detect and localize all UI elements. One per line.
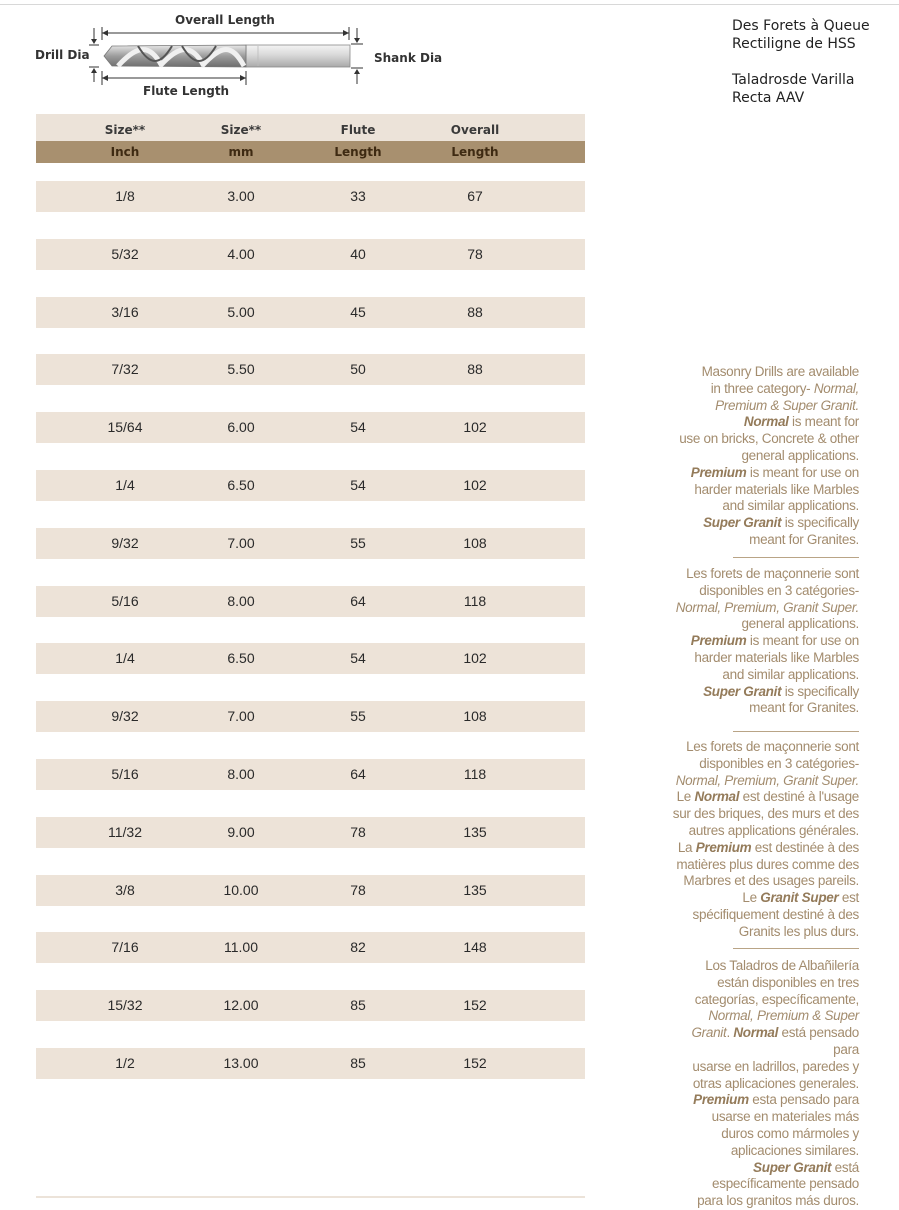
cell-flute-length: 33 bbox=[350, 188, 366, 204]
cell-size-inch: 5/32 bbox=[111, 245, 139, 262]
cell-flute-length: 45 bbox=[350, 303, 366, 320]
cell-overall-length: 88 bbox=[467, 361, 483, 378]
cell-size-inch: 7/16 bbox=[111, 939, 139, 956]
cell-size-inch: 9/32 bbox=[111, 534, 139, 551]
cell-overall-length: 78 bbox=[467, 245, 483, 262]
table-row bbox=[36, 932, 585, 963]
cell-size-inch: 1/4 bbox=[115, 477, 135, 493]
header-overall-top: Overall bbox=[450, 123, 500, 137]
title-french-line1: Des Forets à Queue bbox=[732, 18, 870, 34]
shank-dia-label: Shank Dia bbox=[374, 51, 443, 65]
cell-overall-length: 152 bbox=[463, 1055, 487, 1071]
cell-size-mm: 6.00 bbox=[227, 419, 255, 436]
cell-size-inch: 3/8 bbox=[115, 881, 135, 898]
cell-size-inch: 5/16 bbox=[111, 766, 139, 782]
cell-size-mm: 5.00 bbox=[227, 303, 255, 320]
description-divider-1 bbox=[733, 557, 859, 558]
header-mm: mm bbox=[228, 145, 254, 159]
cell-flute-length: 54 bbox=[350, 419, 366, 436]
cell-overall-length: 118 bbox=[463, 766, 487, 782]
cell-flute-length: 82 bbox=[350, 939, 366, 956]
cell-size-inch: 9/32 bbox=[111, 708, 139, 725]
drill-dia-label: Drill Dia bbox=[35, 48, 90, 62]
bottom-rule bbox=[36, 1196, 585, 1198]
header-flute-length: Length bbox=[334, 145, 382, 159]
title-spanish-line1: Taladrosde Varilla bbox=[732, 72, 855, 88]
cell-size-mm: 6.50 bbox=[227, 477, 255, 493]
cell-overall-length: 108 bbox=[463, 534, 487, 551]
product-titles bbox=[732, 17, 897, 107]
description-spanish: Los Taladros de Albañilería están disponibles en tres categorías, específicamente, Normal, Premium & Super Granit. Normal está pensado para usarse en ladrillos, paredes y otras aplicaciones generales. Premium esta pensado para usarse en materiales más duros como mármoles y aplicaciones similares. Super Granit está específicamente pensado para los granitos más duros. bbox=[691, 958, 859, 1209]
table-row bbox=[36, 586, 585, 617]
cell-size-mm: 8.00 bbox=[227, 766, 255, 782]
cell-overall-length: 135 bbox=[463, 881, 487, 898]
cell-flute-length: 85 bbox=[350, 1055, 366, 1071]
cell-size-mm: 6.50 bbox=[227, 650, 255, 667]
cell-size-mm: 13.00 bbox=[223, 1055, 259, 1071]
table-row bbox=[36, 990, 585, 1021]
table-row bbox=[36, 817, 585, 848]
cell-size-mm: 4.00 bbox=[227, 245, 255, 262]
description-french: Les forets de maçonnerie sont disponibles en 3 catégories- Normal, Premium, Granit Super. Le Normal est destiné à l'usage sur des briques, des murs et des autres applications générales. La Premium est destinée à des matières plus dures comme des Marbres et des usages pareils. Le Granit Super est spécifiquement destiné à des Granits les plus durs. bbox=[672, 739, 859, 939]
header-size-inch-top: Size** bbox=[104, 123, 146, 137]
title-french-line2: Rectiligne de HSS bbox=[732, 36, 856, 52]
cell-flute-length: 40 bbox=[350, 245, 366, 262]
cell-size-mm: 12.00 bbox=[223, 997, 259, 1014]
table-row bbox=[36, 470, 585, 501]
cell-overall-length: 88 bbox=[467, 303, 483, 320]
table-row bbox=[36, 181, 585, 212]
cell-flute-length: 55 bbox=[350, 708, 366, 725]
header-overall-length: Length bbox=[451, 145, 499, 159]
cell-size-inch: 1/2 bbox=[115, 1055, 135, 1071]
title-spanish-line2: Recta AAV bbox=[732, 90, 805, 106]
description-divider-3 bbox=[733, 948, 859, 949]
table-row bbox=[36, 1048, 585, 1079]
header-inch: Inch bbox=[110, 145, 140, 159]
description-english: Masonry Drills are available in three category- Normal, Premium & Super Granit. Normal is meant for use on bricks, Concrete & other general applications. Premium is meant for use on harder materials like Marbles and similar applications. Super Granit is specifically meant for Granites. bbox=[679, 364, 859, 547]
drill-diagram bbox=[0, 0, 460, 110]
cell-size-mm: 10.00 bbox=[223, 881, 259, 898]
cell-overall-length: 102 bbox=[463, 650, 487, 667]
cell-flute-length: 85 bbox=[350, 997, 366, 1014]
cell-size-inch: 11/32 bbox=[108, 823, 142, 840]
cell-size-mm: 3.00 bbox=[227, 188, 255, 204]
table-row bbox=[36, 701, 585, 732]
cell-overall-length: 118 bbox=[463, 592, 487, 609]
table-row bbox=[36, 528, 585, 559]
cell-size-mm: 9.00 bbox=[227, 823, 255, 840]
cell-size-mm: 7.00 bbox=[227, 708, 255, 725]
cell-size-inch: 3/16 bbox=[111, 303, 139, 320]
cell-size-inch: 1/4 bbox=[115, 650, 135, 667]
cell-size-mm: 7.00 bbox=[227, 534, 255, 551]
cell-flute-length: 64 bbox=[350, 592, 366, 609]
cell-overall-length: 148 bbox=[463, 939, 487, 956]
cell-size-inch: 5/16 bbox=[111, 592, 139, 609]
cell-flute-length: 78 bbox=[350, 881, 366, 898]
cell-size-mm: 11.00 bbox=[224, 939, 258, 956]
cell-size-mm: 5.50 bbox=[227, 361, 255, 378]
cell-flute-length: 78 bbox=[350, 823, 366, 840]
cell-flute-length: 54 bbox=[350, 477, 366, 493]
header-flute-top: Flute bbox=[340, 123, 376, 137]
cell-overall-length: 135 bbox=[463, 823, 487, 840]
cell-overall-length: 67 bbox=[467, 188, 483, 204]
table-row bbox=[36, 297, 585, 328]
cell-overall-length: 108 bbox=[463, 708, 487, 725]
header-size-mm-top: Size** bbox=[220, 123, 262, 137]
cell-overall-length: 102 bbox=[463, 419, 487, 436]
table-row bbox=[36, 239, 585, 270]
cell-size-inch: 15/32 bbox=[107, 997, 143, 1014]
cell-size-inch: 7/32 bbox=[111, 361, 139, 378]
flute-length-label: Flute Length bbox=[143, 84, 230, 98]
description-divider-2 bbox=[733, 731, 859, 732]
table-header-bottom bbox=[36, 141, 585, 163]
table-row bbox=[36, 412, 585, 443]
cell-flute-length: 50 bbox=[350, 361, 366, 378]
cell-flute-length: 55 bbox=[350, 534, 366, 551]
overall-length-label: Overall Length bbox=[175, 13, 275, 27]
cell-size-inch: 1/8 bbox=[115, 188, 135, 204]
table-row bbox=[36, 354, 585, 385]
table-row bbox=[36, 875, 585, 906]
table-row bbox=[36, 759, 585, 790]
description-french-overlap: Les forets de maçonnerie sont disponibles en 3 catégories- Normal, Premium, Granit Super. general applications. Premium is meant for use on harder materials like Marbles and similar applications. Super Granit is specifically meant for Granites. bbox=[675, 566, 859, 716]
cell-size-mm: 8.00 bbox=[227, 592, 255, 609]
cell-size-inch: 15/64 bbox=[107, 419, 143, 436]
cell-flute-length: 54 bbox=[350, 650, 366, 667]
cell-overall-length: 152 bbox=[463, 997, 487, 1014]
table-row bbox=[36, 643, 585, 674]
drill-size-table bbox=[36, 114, 585, 1071]
cell-overall-length: 102 bbox=[463, 477, 487, 493]
cell-flute-length: 64 bbox=[350, 766, 366, 782]
table-header-top bbox=[36, 114, 585, 141]
